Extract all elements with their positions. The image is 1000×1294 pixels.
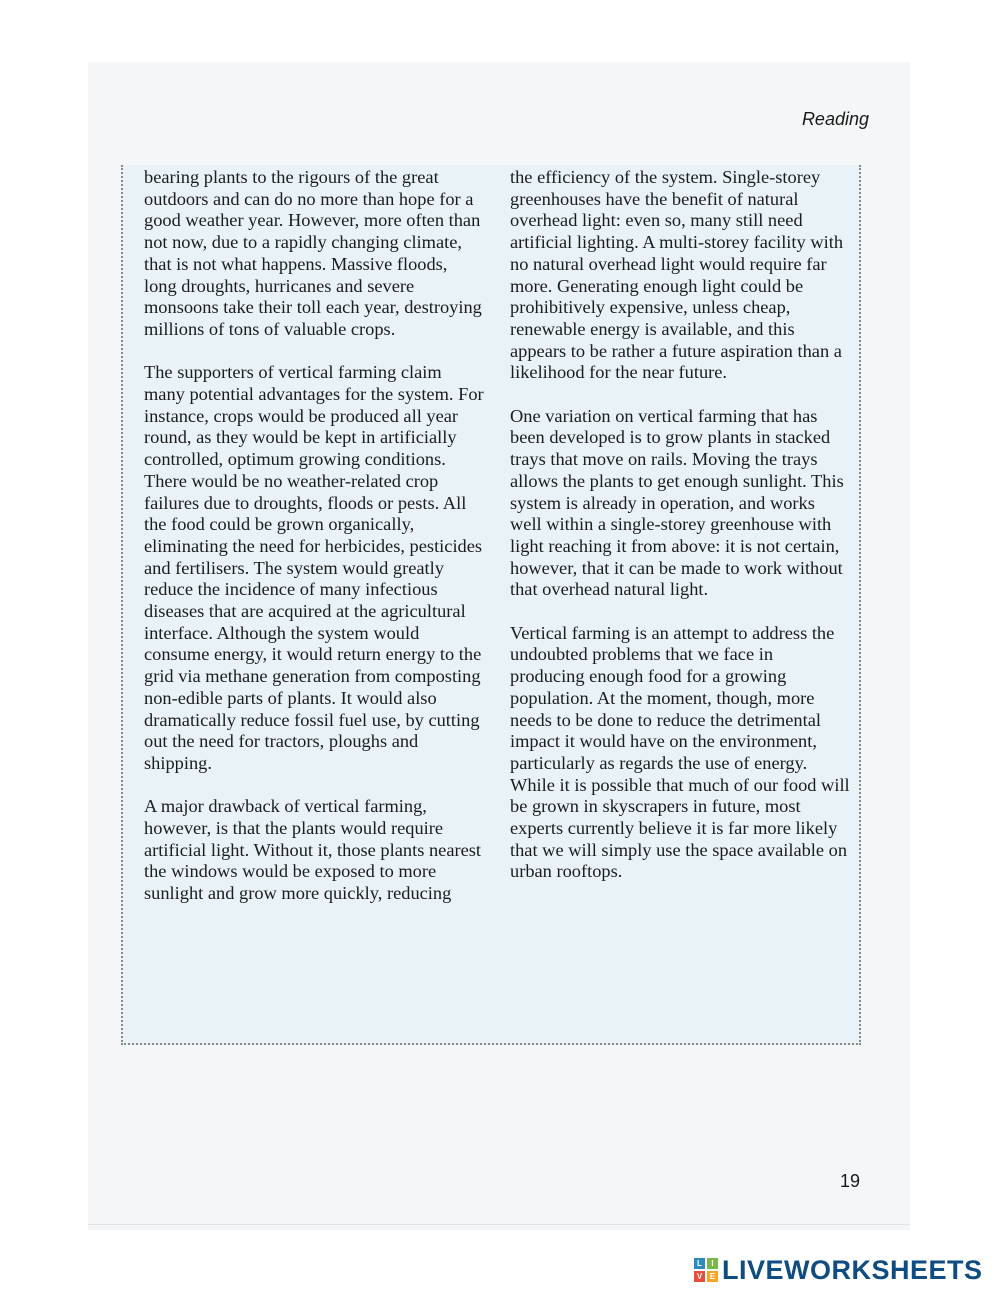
- liveworksheets-wordmark: LIVEWORKSHEETS: [722, 1254, 983, 1285]
- paragraph: A major drawback of vertical farming, however, is that the plants would require artificial light. Without it, those plants nearest the windows would be exposed to more sunlight and grow more quickly, reducing: [144, 796, 482, 904]
- logo-tile-v: V: [694, 1271, 705, 1282]
- paragraph: Vertical farming is an attempt to address the undoubted problems that we face in producing enough food for a growing population. At the moment, though, more needs to be done to reduce the detrimental impact it would have on the environment, particularly as regards the use of energy. While it is possible that much of our food will be grown in skyscrapers in future, most experts currently believe it is far more likely that we will simply use the space available on urban rooftops.: [510, 622, 850, 882]
- logo-tile-e: E: [707, 1271, 718, 1282]
- right-column: [510, 167, 850, 905]
- paragraph: bearing plants to the rigours of the great outdoors and can do no more than hope for a good weather year. However, more often than not now, due to a rapidly changing climate, that is not what happens. Massive floods, long droughts, hurricanes and severe monsoons take their toll each year, destroying millions of tons of valuable crops.: [144, 167, 482, 339]
- page-number: 19: [839, 1171, 860, 1191]
- footer-divider: [88, 1224, 910, 1225]
- left-column: [144, 167, 484, 927]
- paragraph: One variation on vertical farming that has been developed is to grow plants in stacked trays that move on rails. Moving the trays allows the plants to get enough sunlight. This system is already in operation, and works well within a single-storey greenhouse with light reaching it from above: it is not certain, however, that it can be made to work without that overhead natural light.: [510, 405, 844, 600]
- logo-tile-l: L: [694, 1258, 705, 1269]
- logo-tile-i: I: [707, 1258, 718, 1269]
- paragraph: the efficiency of the system. Single-storey greenhouses have the benefit of natural overhead light: even so, many still need artificial lighting. A multi-storey facility with no natural overhead light would require far more. Generating enough light could be prohibitively expensive, unless cheap, renewable energy is available, and this appears to be rather a future aspiration than a likelihood for the near future.: [510, 167, 844, 383]
- liveworksheets-logo-icon: [694, 1258, 718, 1282]
- paragraph: The supporters of vertical farming claim many potential advantages for the system. For instance, crops would be produced all year round, as they would be kept in artificially controlled, optimum growing conditions. There would be no weather-related crop failures due to droughts, floods or pests. All the food could be grown organically, eliminating the need for herbicides, pesticides and fertilisers. The system would greatly reduce the incidence of many infectious diseases that are acquired at the agricultural interface. Although the system would consume energy, it would return energy to the grid via methane generation from composting non-edible parts of plants. It would also dramatically reduce fossil fuel use, by cutting out the need for tractors, ploughs and shipping.: [144, 362, 484, 773]
- liveworksheets-logo[interactable]: [694, 1255, 983, 1285]
- section-header: Reading: [801, 109, 869, 129]
